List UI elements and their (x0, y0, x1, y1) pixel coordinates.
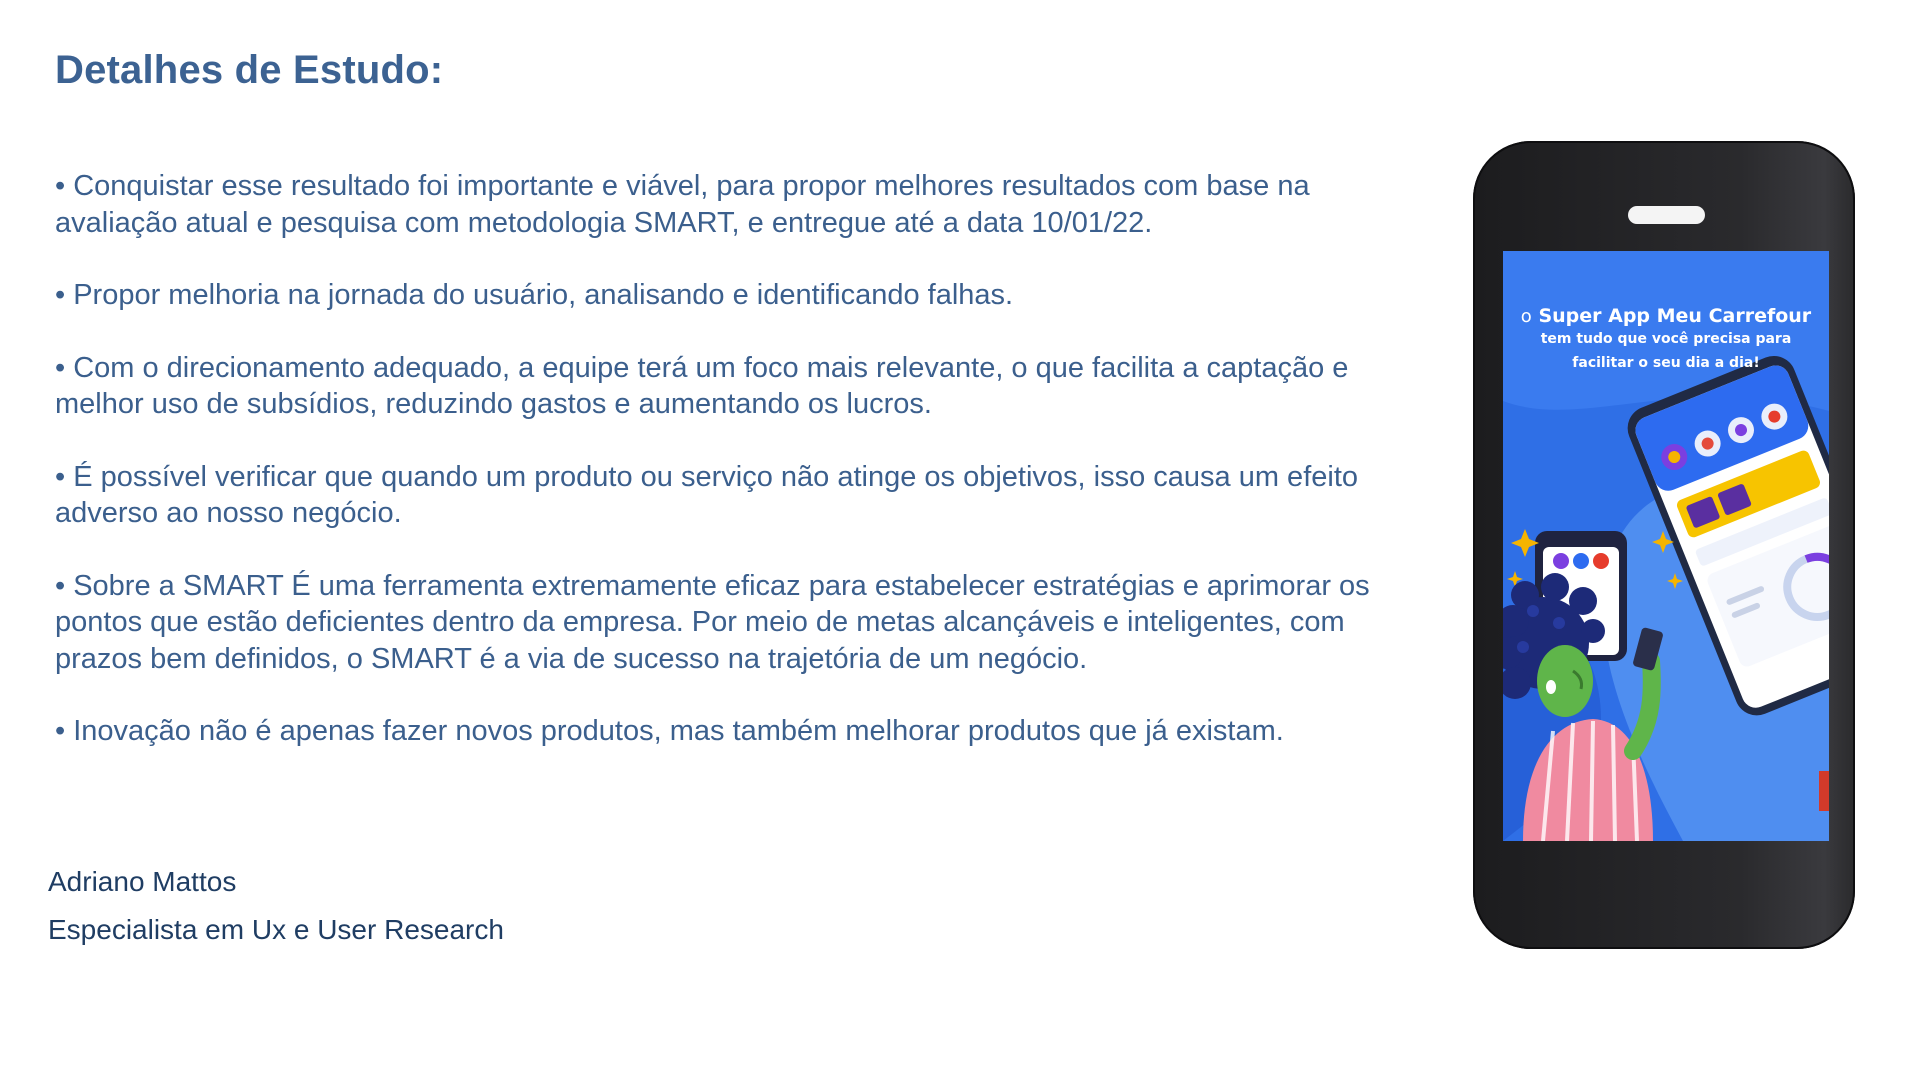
list-item: • É possível verificar que quando um produto ou serviço não atinge os objetivos, isso causa um efeito adverso ao nosso negócio. (55, 460, 1359, 529)
list-item: • Sobre a SMART É uma ferramenta extremamente eficaz para estabelecer estratégias e aprimorar os pontos que estão deficientes dentro da empresa. Por meio de metas alcançáveis e inteligentes, com prazos bem definidos, o SMART é a via de sucesso na trajetória de um negócio. (55, 569, 1370, 675)
page-title: Detalhes de Estudo: (55, 48, 444, 92)
screen-headline (1503, 305, 1829, 375)
list-item: • Com o direcionamento adequado, a equipe terá um foco mais relevante, o que facilita a captação e melhor uso de subsídios, reduzindo gastos e aumentando os lucros. (55, 351, 1349, 420)
list-item: • Propor melhoria na jornada do usuário, analisando e identificando falhas. (55, 279, 1014, 311)
list-item: • Inovação não é apenas fazer novos produtos, mas também melhorar produtos que já existam. (55, 715, 1284, 747)
screen-app-title (1503, 305, 1829, 327)
phone-mockup (1473, 141, 1855, 949)
study-details-list (55, 168, 1415, 786)
screen-app-name: Super App Meu Carrefour (1538, 305, 1812, 327)
phone-screen (1503, 251, 1829, 841)
screen-subtitle-line1: tem tudo que você precisa para (1540, 331, 1792, 347)
author-signature (48, 866, 504, 946)
screen-prefix: o (1520, 306, 1532, 327)
list-item: • Conquistar esse resultado foi importante e viável, para propor melhores resultados com base na avaliação atual e pesquisa com metodologia SMART, e entregue até a data 10/01/22. (55, 170, 1310, 239)
author-role: Especialista em Ux e User Research (48, 914, 504, 945)
screen-subtitle-line2: facilitar o seu dia a dia! (1572, 355, 1760, 371)
author-name: Adriano Mattos (48, 866, 237, 897)
phone-speaker (1628, 206, 1705, 224)
